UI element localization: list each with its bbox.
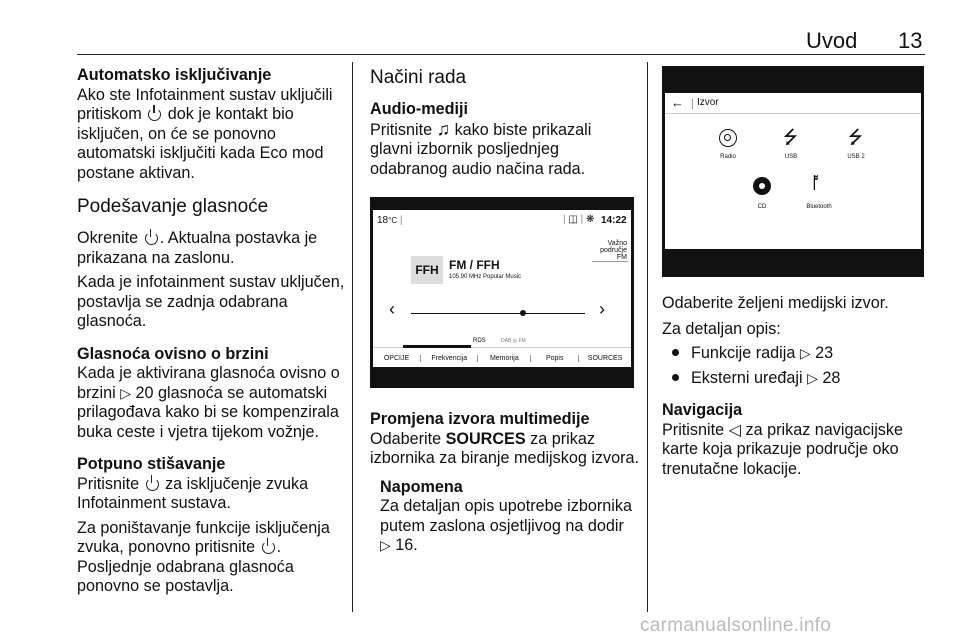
column-2: [370, 66, 642, 179]
text-line: trenutačne lokacije.: [662, 459, 802, 478]
bullet-item: [662, 369, 924, 389]
radio-screen-display: [373, 210, 631, 367]
station-name: FM / FFH: [449, 258, 500, 272]
header-divider: [665, 113, 921, 114]
text-line: Za detaljan opis:: [662, 319, 781, 338]
text-line: buka ceste i vjetra tijekom vožnje.: [77, 422, 320, 441]
note-box: [370, 478, 642, 556]
usb-source-label: USB: [784, 154, 798, 160]
column-divider-2: [647, 62, 648, 612]
text-line: Kada je infotainment sustav uključen,: [77, 273, 345, 291]
text-line: [77, 384, 347, 404]
text-line: Posljednje odabrana glasnoća: [77, 557, 294, 576]
page-number: 13: [898, 28, 923, 53]
usb2-icon[interactable]: ⭍: [848, 127, 863, 147]
text-line: Za poništavanje funkcije isključenja: [77, 518, 330, 537]
fm-label: FM: [518, 338, 526, 344]
settings-icon: ❋: [586, 214, 595, 225]
seek-forward-button[interactable]: ›: [599, 299, 605, 319]
temp-value: 18: [377, 215, 389, 226]
frequency-slider-handle[interactable]: [520, 310, 526, 316]
text-span: za prikaz: [530, 429, 595, 448]
phone-icon: ◫: [568, 214, 578, 225]
text-span: brzini: [77, 383, 116, 402]
sources-keyword: SOURCES: [445, 429, 526, 448]
text-line: isključen, on će se ponovno: [77, 124, 276, 143]
change-source-title: Promjena izvora multimedije: [370, 410, 590, 428]
tab-popis[interactable]: Popis: [530, 355, 578, 362]
column-3-text: [662, 294, 924, 479]
watermark: carmanualsonline.info: [640, 615, 832, 636]
text-span: zvuka, ponovno pritisnite: [77, 538, 256, 556]
text-line: postane aktivan.: [77, 163, 195, 182]
region-underline: [592, 261, 628, 262]
usb2-source-label: USB 2: [847, 154, 865, 160]
speed-volume-title: Glasnoća ovisno o brzini: [77, 344, 269, 363]
text-line: putem zaslona osjetljivog na dodir: [380, 516, 624, 535]
text-span: Okrenite: [77, 229, 139, 247]
text-span: Funkcije radija: [691, 344, 796, 362]
auto-off-title: Automatsko isključivanje: [77, 66, 272, 84]
header-separator: [692, 99, 693, 109]
tab-opcije[interactable]: OPCIJE: [383, 354, 410, 362]
dab-fm-indicator: DAB ◎ FM: [501, 338, 526, 344]
text-line: [77, 105, 347, 125]
column-2-lower: [370, 410, 642, 556]
power-icon: [146, 478, 159, 491]
bullet-dot: [672, 349, 679, 356]
text-line: ponovno se postavlja.: [77, 577, 234, 595]
radio-tab-bar: [373, 347, 631, 368]
text-line: Infotainment sustava.: [77, 494, 231, 512]
text-span: .: [276, 538, 282, 556]
preset-logo[interactable]: FFH: [411, 256, 443, 284]
source-screen-title: Izvor: [697, 97, 719, 108]
active-tab-indicator: [403, 345, 471, 348]
radio-source-label: Radio: [720, 154, 736, 160]
page-ref-icon: ▷: [807, 369, 818, 386]
text-span: pritiskom: [77, 105, 142, 123]
tab-frekvencija[interactable]: Frekvencija: [420, 355, 477, 362]
text-span: Pritisnite: [77, 474, 140, 493]
region-info: [581, 240, 627, 261]
text-span: 20 glasnoća se automatski: [135, 383, 328, 402]
radio-icon: [724, 134, 731, 141]
volume-heading: Podešavanje glasnoće: [77, 196, 269, 217]
source-screen: [662, 66, 924, 277]
mute-title: Potpuno stišavanje: [77, 455, 226, 473]
text-line: [77, 229, 347, 249]
text-line: glasnoća.: [77, 312, 147, 330]
frequency-slider-track[interactable]: [411, 313, 585, 314]
page-header-title: Uvod: [806, 28, 858, 53]
music-note-icon: ♫: [436, 118, 451, 139]
seek-back-button[interactable]: ‹: [389, 299, 395, 319]
text-line: karte koja prikazuje područje oko: [662, 440, 899, 458]
header-rule: [77, 54, 925, 55]
note-title: Napomena: [380, 477, 463, 496]
text-span: kako biste prikazali: [454, 120, 592, 139]
text-line: Kada je aktivirana glasnoća ovisno o: [77, 364, 340, 382]
cd-source-button[interactable]: [753, 177, 771, 195]
temp-unit: °C: [388, 216, 398, 225]
text-span: 28: [822, 368, 841, 387]
clock: 14:22: [601, 215, 627, 226]
text-line: glavni izbornik posljednjeg: [370, 140, 559, 158]
text-span: dok je kontakt bio: [167, 105, 294, 123]
text-span: Pritisnite: [370, 120, 433, 139]
text-span: 23: [815, 344, 834, 362]
text-line: [77, 538, 347, 558]
text-line: odabranog audio načina rada.: [370, 159, 586, 178]
radio-source-button[interactable]: [719, 129, 737, 147]
navigation-title: Navigacija: [662, 401, 743, 419]
text-line: Za detaljan opis upotrebe izbornika: [380, 497, 632, 515]
usb-icon[interactable]: ⭍: [783, 127, 798, 147]
bluetooth-source-label: Bluetooth: [806, 204, 832, 210]
modes-heading: Načini rada: [370, 67, 467, 88]
text-line: [662, 421, 924, 441]
back-arrow-button[interactable]: ←: [671, 95, 684, 110]
text-line: [370, 430, 642, 450]
text-span: za prikaz navigacijske: [745, 420, 903, 439]
tab-memorija[interactable]: Memorija: [477, 355, 530, 362]
text-line: Ako ste Infotainment sustav uključili: [77, 85, 333, 104]
text-line: automatski isključiti kada Eco mod: [77, 144, 324, 162]
status-bar-icons: | ◫ | ❋: [563, 214, 595, 225]
text-span: Eksterni uređaji: [691, 368, 803, 387]
radio-screen: [370, 197, 634, 388]
region-label: Važno područje: [600, 240, 627, 254]
page-ref-icon: ▷: [120, 384, 131, 401]
text-line: izbornika za biranje medijskog izvora.: [370, 449, 640, 467]
text-line: [380, 536, 642, 556]
dab-label: DAB: [501, 338, 512, 344]
region-band: FM: [616, 254, 627, 261]
power-icon: [262, 541, 275, 554]
rds-label: RDS: [473, 338, 486, 344]
bullet-item: [662, 344, 924, 364]
power-icon: [148, 108, 161, 121]
text-line: prilagođava kako bi se kompenzirala: [77, 403, 339, 421]
page-ref-icon: ▷: [799, 345, 811, 361]
cd-source-label: CD: [757, 204, 767, 210]
source-screen-display: [665, 93, 921, 249]
column-divider-1: [352, 62, 353, 612]
bullet-dot: [672, 374, 679, 381]
text-line: prikazana na zaslonu.: [77, 248, 235, 267]
audio-media-title: Audio-mediji: [370, 100, 469, 118]
text-line: [370, 120, 642, 141]
power-icon: [145, 232, 158, 245]
navigation-icon: ◁: [728, 420, 742, 439]
bluetooth-icon[interactable]: ᚩ: [811, 175, 821, 192]
text-span: Odaberite: [370, 429, 442, 448]
station-frequency: 105.90 MHz Popular Music: [449, 274, 522, 280]
text-span: za isključenje zvuka: [165, 474, 309, 493]
page-ref-icon: ▷: [380, 537, 391, 553]
text-line: [77, 475, 347, 495]
column-1: [77, 66, 347, 597]
tab-sources[interactable]: SOURCES: [578, 355, 631, 362]
cd-icon: [759, 183, 765, 189]
text-line: postavlja se zadnja odabrana: [77, 292, 288, 311]
text-span: 16.: [395, 536, 418, 554]
temperature: 18°C |: [377, 215, 403, 226]
text-line: Odaberite željeni medijski izvor.: [662, 294, 889, 312]
text-span: Pritisnite: [662, 420, 725, 439]
text-span: . Aktualna postavka je: [159, 229, 318, 247]
